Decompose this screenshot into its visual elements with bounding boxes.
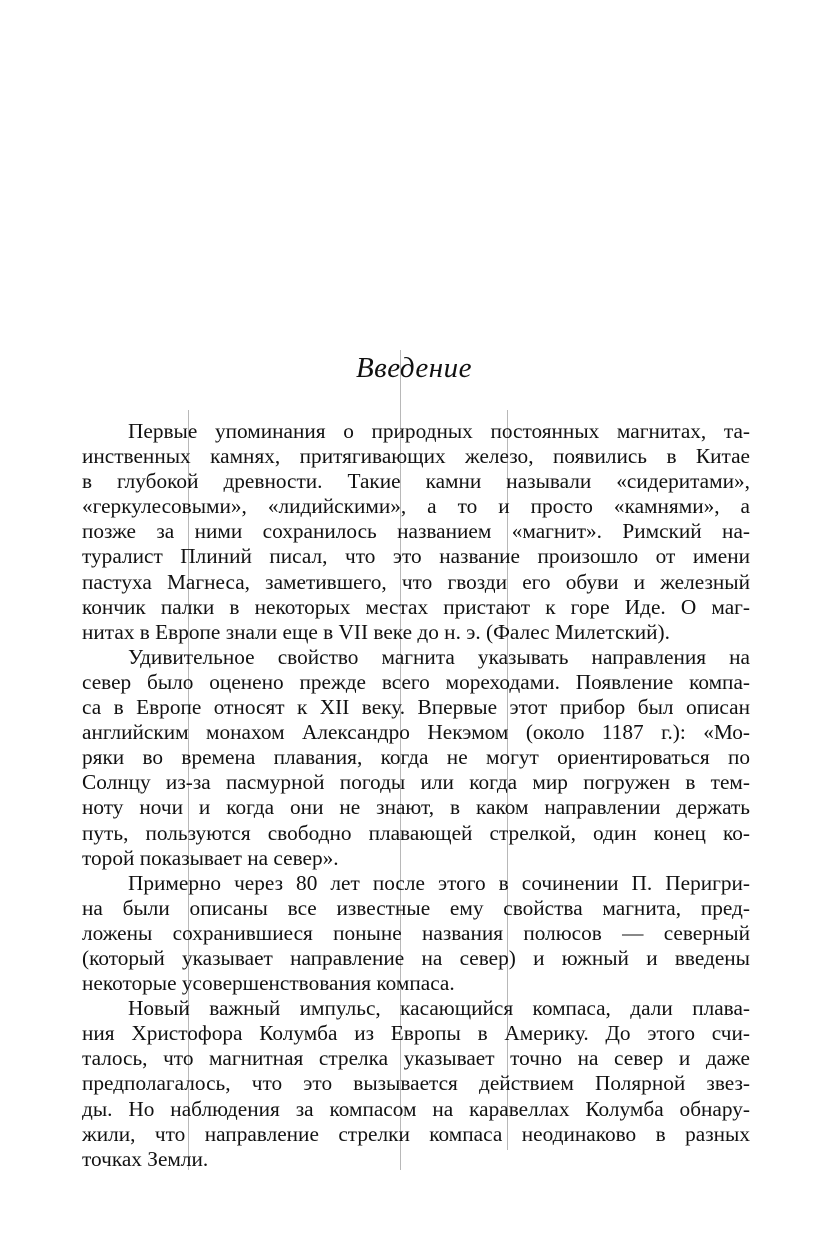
paragraph	[82, 645, 750, 871]
text-line: инственных камнях, притягивающих железо, появились в Китае	[82, 444, 750, 469]
text-line: пастуха Магнеса, заметившего, что гвозди его обуви и железный	[82, 569, 750, 594]
text-line: туралист Плиний писал, что это название произошло от имени	[82, 544, 750, 569]
text-line: в глубокой древности. Такие камни называли «сидеритами»,	[82, 469, 750, 494]
text-line: некоторые усовершенствования компаса.	[82, 971, 455, 996]
text-line: предполагалось, что это вызывается действием Полярной звез-	[82, 1071, 750, 1096]
paragraph	[82, 996, 750, 1172]
text-line: Удивительное свойство магнита указывать направления на	[128, 644, 750, 669]
text-line: ния Христофора Колумба из Европы в Америку. До этого счи-	[82, 1021, 750, 1046]
text-line: точках Земли.	[82, 1146, 209, 1171]
text-line: са в Европе относят к XII веку. Впервые этот прибор был описан	[82, 695, 750, 720]
text-line: Первые упоминания о природных постоянных магнитах, та-	[128, 419, 750, 443]
text-line: Новый важный импульс, касающийся компаса, дали плава-	[128, 996, 750, 1021]
paragraph	[82, 871, 750, 996]
text-line: английским монахом Александро Некэмом (около 1187 г.): «Мо-	[82, 720, 750, 745]
paragraph	[82, 419, 750, 645]
text-line: ды. Но наблюдения за компасом на каравеллах Колумба обнару-	[82, 1096, 750, 1121]
text-line: Примерно через 80 лет после этого в сочинении П. Перигри-	[128, 870, 750, 895]
text-line: жили, что направление стрелки компаса неодинаково в разных	[82, 1121, 750, 1146]
text-line: «геркулесовыми», «лидийскими», а то и просто «камнями», а	[82, 494, 750, 519]
text-line: (который указывает направление на север) и южный и введены	[82, 945, 750, 970]
text-line: нитах в Европе знали еще в VII веке до н. э. (Фалес Милетский).	[82, 619, 670, 644]
text-line: на были описаны все известные ему свойства магнита, пред-	[82, 895, 750, 920]
chapter-title: Введение	[355, 352, 473, 384]
text-line: ряки во времена плавания, когда не могут ориентироваться по	[82, 745, 750, 770]
text-line: талось, что магнитная стрелка указывает точно на север и даже	[82, 1046, 750, 1071]
text-line: ложены сохранившиеся поныне названия полюсов — северный	[82, 920, 750, 945]
text-line: торой показывает на север».	[82, 845, 339, 870]
text-line: север было оценено прежде всего мореходами. Появление компа-	[82, 669, 750, 694]
text-line: Солнцу из-за пасмурной погоды или когда мир погружен в тем-	[82, 770, 750, 795]
chapter-body	[82, 419, 750, 1172]
text-line: позже за ними сохранилось названием «магнит». Римский на-	[82, 519, 750, 544]
text-line: путь, пользуются свободно плавающей стрелкой, один конец ко-	[82, 820, 750, 845]
text-line: ноту ночи и когда они не знают, в каком направлении держать	[82, 795, 750, 820]
text-line: кончик палки в некоторых местах пристают к горе Иде. О маг-	[82, 594, 750, 619]
